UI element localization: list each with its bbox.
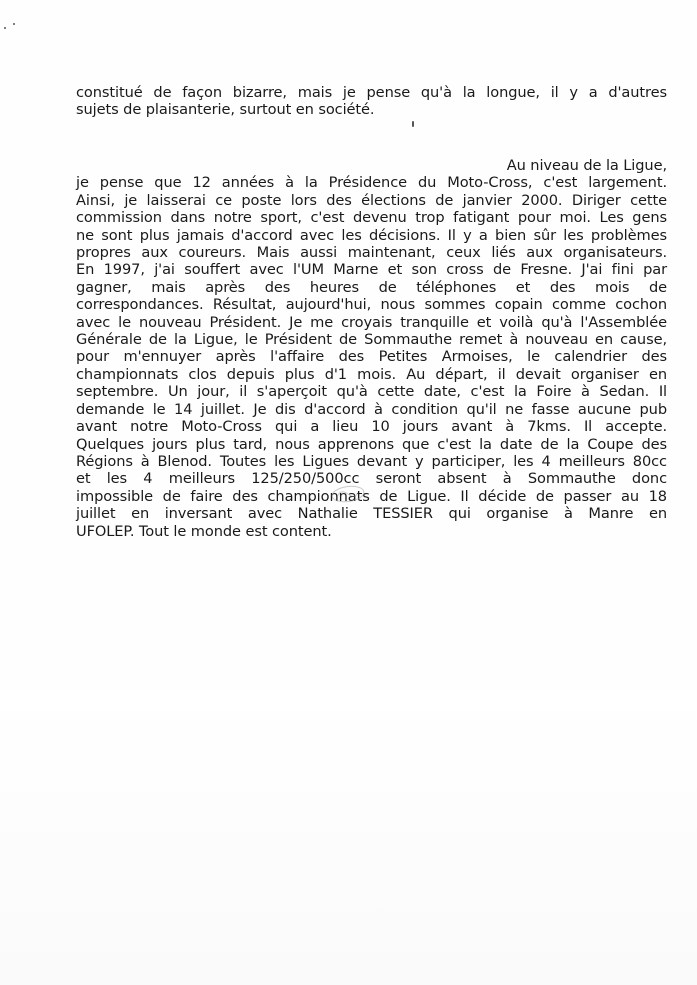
text-line: Quelques jours plus tard, nous apprenons que c'est la date de la Coupe des	[76, 435, 667, 453]
text-line: impossible de faire des championnats de Ligue. Il décide de passer au 18	[76, 487, 667, 505]
text-line: Ainsi, je laisserai ce poste lors des élections de janvier 2000. Diriger cette	[76, 191, 667, 209]
text-line: UFOLEP. Tout le monde est content.	[76, 522, 332, 540]
text-line: championnats clos depuis plus d'1 mois. Au départ, il devait organiser en	[76, 365, 667, 383]
text-line: avec le nouveau Président. Je me croyais tranquille et voilà qu'à l'Assemblée	[76, 313, 667, 331]
paragraph-opening: Au niveau de la Ligue,	[506, 157, 667, 174]
text-line: juillet en inversant avec Nathalie TESSIER qui organise à Manre en	[76, 505, 667, 523]
text-line: je pense que 12 années à la Présidence du Moto-Cross, c'est largement.	[76, 174, 667, 192]
text-line: commission dans notre sport, c'est devenu trop fatigant pour moi. Les gens	[76, 209, 667, 227]
text-line: Générale de la Ligue, le Président de Sommauthe remet à nouveau en cause,	[76, 331, 667, 349]
text-line: ne sont plus jamais d'accord avec les décisions. Il y a bien sûr les problèmes	[76, 226, 667, 244]
text-line: demande le 14 juillet. Je dis d'accord à condition qu'il ne fasse aucune pub	[76, 400, 667, 418]
text-line: correspondances. Résultat, aujourd'hui, nous sommes copain comme cochon	[76, 296, 667, 314]
text-line: et les 4 meilleurs 125/250/500cc seront absent à Sommauthe donc	[76, 470, 667, 488]
text-line: pour m'ennuyer après l'affaire des Petites Armoises, le calendrier des	[76, 348, 667, 366]
text-line: constitué de façon bizarre, mais je pense qu'à la longue, il y a d'autres	[76, 84, 667, 101]
scan-speck	[412, 121, 414, 127]
text-line: propres aux coureurs. Mais aussi maintenant, ceux liés aux organisateurs.	[76, 244, 667, 262]
paragraph-2	[76, 157, 667, 540]
text-line: gagner, mais après des heures de téléphones et des mois de	[76, 278, 667, 296]
text-line: avant notre Moto-Cross qui a lieu 10 jours avant à 7kms. Il accepte.	[76, 418, 667, 436]
scan-speck	[13, 23, 15, 25]
text-line: sujets de plaisanterie, surtout en société.	[76, 101, 375, 119]
paragraph-1	[76, 84, 667, 119]
text-line: Régions à Blenod. Toutes les Ligues devant y participer, les 4 meilleurs 80cc	[76, 452, 667, 470]
text-line: En 1997, j'ai souffert avec l'UM Marne et son cross de Fresne. J'ai fini par	[76, 261, 667, 279]
scan-speck	[4, 27, 6, 29]
text-line: septembre. Un jour, il s'aperçoit qu'à cette date, c'est la Foire à Sedan. Il	[76, 383, 667, 401]
blank-lower-area	[0, 690, 697, 985]
